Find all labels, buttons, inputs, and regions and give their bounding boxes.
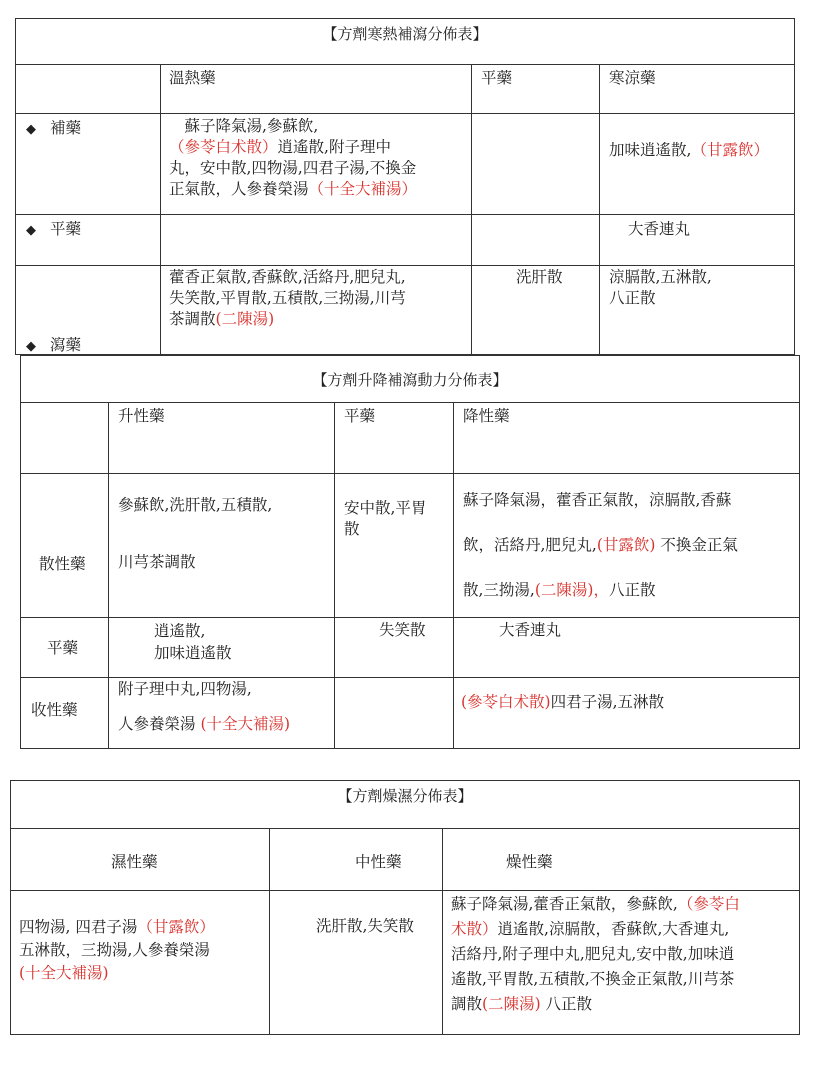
ascend-descend-table (20, 355, 800, 749)
cell-line (499, 620, 561, 641)
diamond-bullet-icon: ◆ (26, 339, 36, 354)
formula-text: 蘇子降氣湯,參蘇飲, (169, 117, 319, 135)
neutral-descending-cell (499, 620, 561, 641)
neutral-cell (316, 916, 414, 937)
cell-line (19, 939, 215, 962)
cell-line (461, 692, 664, 713)
row-label-dispersing: 散性藥 (39, 555, 86, 573)
cell-line (516, 267, 563, 288)
formula-text: 散,三拗湯, (463, 581, 535, 599)
cell-line (154, 642, 232, 664)
cell-line (451, 967, 740, 992)
neutral-ascending-cell (154, 620, 232, 664)
formula-text: 活絡丹,附子理中丸,肥兒丸,安中散,加味逍 (451, 945, 735, 963)
formula-text: 八正散 (608, 581, 656, 599)
highlighted-formula: （甘露飲） (691, 141, 769, 159)
cell-line (169, 158, 417, 179)
formula-text: 茶調散 (169, 310, 216, 328)
highlighted-formula: (十全大補湯) (19, 964, 109, 982)
highlighted-formula: （甘露飲） (137, 918, 215, 936)
highlighted-formula: (二陳湯) (215, 310, 275, 328)
cell-line (463, 580, 738, 601)
header-dry: 燥性藥 (506, 853, 553, 871)
formula-text: 加味逍遙散 (154, 644, 232, 662)
cell-line (379, 620, 426, 641)
tonic-cold-cell (609, 140, 769, 161)
formula-text: 不換金正氣 (655, 536, 738, 554)
row-label-purge: ◆ 瀉藥 (26, 336, 82, 354)
formula-text: 飲，活絡丹,肥兒丸, (463, 536, 597, 554)
row-label-astringent: 收性藥 (31, 701, 78, 719)
cell-line (169, 116, 417, 137)
cell-line (451, 942, 740, 967)
cell-line (451, 917, 740, 942)
cold-heat-table (15, 18, 795, 355)
dry-damp-table (10, 780, 800, 1035)
formula-text: 正氣散，人參養榮湯 (169, 180, 309, 198)
dispersing-neutral-cell (344, 498, 426, 540)
formula-text: 洗肝散,失笑散 (316, 917, 414, 935)
highlighted-formula: (二陳湯)， (534, 581, 609, 599)
header-descending: 降性藥 (463, 407, 510, 425)
row-label-neutral: 平藥 (47, 639, 79, 657)
formula-text: 丸，安中散,四物湯,四君子湯,不換金 (169, 159, 417, 177)
purge-warm-cell (169, 267, 406, 330)
highlighted-formula: （十全大補湯） (308, 180, 418, 198)
highlighted-formula: （參苓白 (677, 895, 740, 913)
formula-text: 四物湯, 四君子湯 (19, 918, 138, 936)
formula-text: 蘇子降氣湯,藿香正氣散，參蘇飲, (451, 895, 678, 913)
cell-line (463, 535, 738, 556)
formula-text: 蘇子降氣湯，藿香正氣散，涼膈散,香蘇 (463, 491, 732, 509)
formula-text: 涼膈散,五淋散, (609, 268, 712, 286)
cell-line (169, 137, 417, 158)
cell-line (451, 992, 740, 1017)
formula-text: 八正散 (540, 995, 593, 1013)
cell-line (169, 267, 406, 288)
astringent-ascending-cell (118, 679, 290, 735)
purge-neutral-cell (516, 267, 563, 288)
header-damp: 濕性藥 (111, 853, 158, 871)
astringent-descending-cell (461, 692, 664, 713)
formula-text: 加味逍遙散, (609, 141, 692, 159)
formula-text: 安中散,平胃 (344, 499, 427, 517)
formula-text: 五淋散，三拗湯,人參養榮湯 (19, 941, 210, 959)
cold-heat-table-title: 【方劑寒熱補瀉分佈表】 (322, 25, 488, 43)
cell-line (118, 714, 290, 735)
formula-text: 遙散,平胃散,五積散,不換金正氣散,川芎茶 (451, 970, 735, 988)
header-neutral: 平藥 (481, 69, 513, 87)
cell-line (118, 495, 272, 516)
cell-line (169, 288, 406, 309)
highlighted-formula: (甘露飲) (596, 536, 656, 554)
cell-line (609, 288, 712, 309)
dry-damp-table-title: 【方劑燥濕分佈表】 (337, 787, 473, 805)
dry-cell (451, 892, 740, 1017)
cell-line (118, 679, 290, 700)
formula-text: 四君子湯,五淋散 (550, 693, 665, 711)
formula-text: 失笑散 (379, 621, 426, 639)
tonic-warm-cell (169, 116, 417, 200)
row-label-neutral: ◆ 平藥 (26, 220, 82, 238)
formula-text: 人參養榮湯 (118, 715, 201, 733)
dispersing-descending-cell (463, 490, 738, 601)
formula-text: 失笑散,平胃散,五積散,三拗湯,川芎 (169, 289, 406, 307)
formula-text: 逍遙散,涼膈散，香蘇飲,大香連丸, (497, 920, 730, 938)
cell-line (118, 552, 272, 573)
highlighted-formula: (二陳湯) (482, 995, 541, 1013)
cell-line (316, 916, 414, 937)
cell-line (154, 620, 232, 642)
purge-cold-cell (609, 267, 712, 309)
cell-line (344, 498, 426, 519)
formula-text: 附子理中丸,四物湯, (118, 680, 252, 698)
cell-line (463, 490, 738, 511)
formula-text: 逍遙散, (154, 622, 206, 640)
formula-text: 大香連丸 (499, 621, 562, 639)
ascend-descend-table-title: 【方劑升降補瀉動力分佈表】 (312, 371, 508, 389)
formula-text: 藿香正氣散,香蘇飲,活絡丹,肥兒丸, (169, 268, 406, 286)
formula-text: 逍遙散,附子理中 (277, 138, 391, 156)
damp-cell (19, 916, 215, 985)
diamond-bullet-icon: ◆ (26, 223, 36, 238)
formula-text: 大香連丸 (628, 220, 691, 238)
header-neutral: 平藥 (344, 407, 376, 425)
diamond-bullet-icon: ◆ (26, 122, 36, 137)
dispersing-ascending-cell (118, 495, 272, 573)
highlighted-formula: 术散） (451, 920, 498, 938)
header-warm-hot: 溫熱藥 (169, 69, 216, 87)
header-ascending: 升性藥 (118, 407, 165, 425)
formula-text: 散 (344, 520, 360, 538)
cell-line (19, 916, 215, 939)
neutral-neutral-cell (379, 620, 426, 641)
header-neutral: 中性藥 (355, 853, 402, 871)
header-cold-cool: 寒涼藥 (609, 69, 656, 87)
row-label-tonic: ◆ 補藥 (26, 119, 82, 137)
neutral-cold-cell (628, 219, 690, 240)
cell-line (344, 519, 426, 540)
formula-text: 調散 (451, 995, 483, 1013)
formula-text: 川芎茶調散 (118, 553, 196, 571)
formula-text: 八正散 (609, 289, 656, 307)
formula-text: 參蘇飲,洗肝散,五積散, (118, 496, 273, 514)
highlighted-formula: （參苓白术散） (169, 138, 278, 156)
cell-line (451, 892, 740, 917)
highlighted-formula: (參苓白术散) (461, 693, 551, 711)
cell-line (169, 179, 417, 200)
cell-line (169, 309, 406, 330)
cell-line (609, 267, 712, 288)
cell-line (609, 140, 769, 161)
formula-text: 洗肝散 (516, 268, 563, 286)
cell-line (19, 962, 215, 985)
highlighted-formula: (十全大補湯) (200, 715, 291, 733)
cell-line (628, 219, 690, 240)
